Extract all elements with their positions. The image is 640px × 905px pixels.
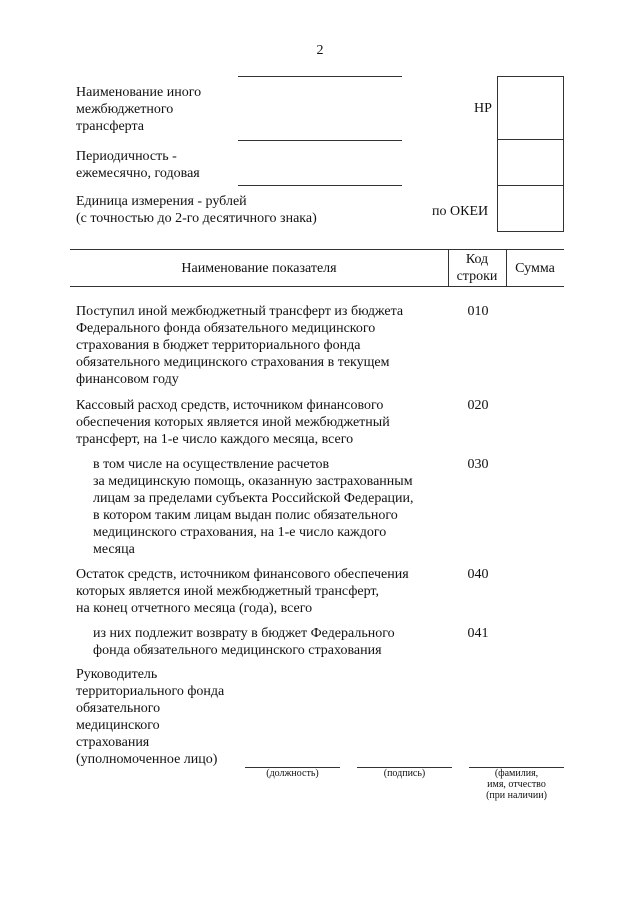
transfer-name-line-top — [238, 76, 402, 77]
transfer-name-label: Наименование иного межбюджетного трансферта — [76, 85, 202, 134]
transfer-name-line-bottom — [238, 140, 402, 141]
column-header-name: Наименование показателя — [181, 261, 337, 276]
column-header-code: Код строки — [456, 252, 498, 284]
table-row-code: 030 — [467, 457, 489, 472]
periodicity-label: Периодичность - ежемесячно, годовая — [76, 149, 200, 181]
table-row-code: 010 — [467, 304, 489, 319]
signature-head-label: Руководитель территориального фонда обязательного медицинского страхования (уполномоченное лицо) — [76, 667, 225, 767]
unit-label: Единица измерения - рублей (с точностью до 2-го десятичного знака) — [76, 194, 317, 226]
table-row-text: в том числе на осуществление расчетов за медицинскую помощь, оказанную застрахованным лицам за пределами субъекта Российской Федерации, в котором таким лицам выдан полис обязательного медицинского страхования, на 1-е число каждого месяца — [93, 457, 414, 557]
periodicity-line — [238, 185, 402, 186]
table-top-border — [70, 249, 564, 250]
table-row-code: 020 — [467, 398, 489, 413]
table-row-text: из них подлежит возврату в бюджет Федерального фонда обязательного медицинского страхования — [93, 626, 395, 658]
page-number: 2 — [316, 43, 324, 58]
periodicity-code-box — [497, 139, 564, 186]
table-row-code: 041 — [467, 626, 489, 641]
okei-code-box — [497, 185, 564, 232]
np-code-box — [497, 76, 564, 140]
table-row-text: Кассовый расход средств, источником финансового обеспечения которых является иной межбюджетный трансферт, на 1-е число каждого месяца, всего — [76, 398, 390, 447]
table-row-code: 040 — [467, 567, 489, 582]
name-caption: (фамилия, имя, отчество (при наличии) — [486, 768, 547, 801]
column-header-sum: Сумма — [515, 261, 555, 276]
position-caption: (должность) — [266, 768, 319, 779]
signature-caption: (подпись) — [383, 768, 426, 779]
okei-label: по ОКЕИ — [432, 204, 489, 219]
table-row-text: Остаток средств, источником финансового обеспечения которых является иной межбюджетный трансферт, на конец отчетного месяца (года), всего — [76, 567, 409, 616]
table-header-bottom-border — [70, 286, 564, 287]
np-label: НР — [474, 101, 492, 116]
table-row-text: Поступил иной межбюджетный трансферт из бюджета Федерального фонда обязательного медицинского страхования в бюджет территориального фонда обязательного медицинского страхования в текущем финансовом году — [76, 304, 404, 387]
